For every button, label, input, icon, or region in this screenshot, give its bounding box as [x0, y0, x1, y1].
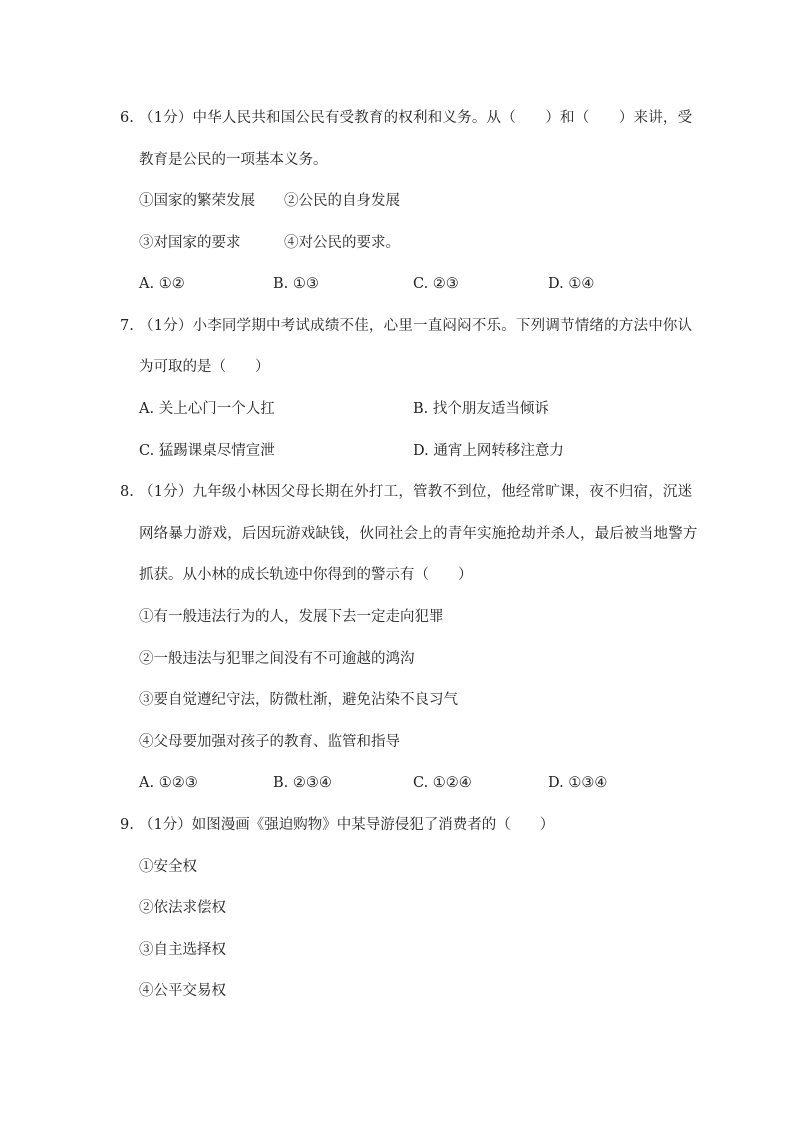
- option-c[interactable]: C. ①②④: [413, 775, 472, 791]
- statement: ②依法求偿权: [139, 900, 226, 916]
- option-c[interactable]: C. 猛踢课桌尽情宣泄: [139, 443, 275, 459]
- option-a[interactable]: A. ①②③: [139, 775, 198, 791]
- option-b[interactable]: B. ①③: [273, 276, 319, 292]
- question-number: 9.: [120, 817, 134, 833]
- statement: ②一般违法与犯罪之间没有不可逾越的鸿沟: [139, 651, 415, 667]
- statement: ①国家的繁荣发展 ②公民的自身发展: [139, 193, 400, 209]
- statement: ④父母要加强对孩子的教育、监管和指导: [139, 734, 400, 750]
- question-number: 8.: [120, 484, 134, 500]
- option-a[interactable]: A. 关上心门一个人扛: [139, 401, 275, 417]
- question-stem-line: 网络暴力游戏，后因玩游戏缺钱，伙同社会上的青年实施抢劫并杀人，最后被当地警方: [139, 526, 698, 542]
- option-d[interactable]: D. 通宵上网转移注意力: [413, 443, 564, 459]
- question-stem-line: 为可取的是（ ）: [139, 359, 270, 375]
- option-b[interactable]: B. ②③④: [273, 775, 332, 791]
- question-stem-line: （1分）如图漫画《强迫购物》中某导游侵犯了消费者的（ ）: [139, 817, 555, 833]
- option-a[interactable]: A. ①②: [139, 276, 185, 292]
- option-d[interactable]: D. ①④: [548, 276, 595, 292]
- question-number: 7.: [120, 318, 134, 334]
- statement: ①有一般违法行为的人，发展下去一定走向犯罪: [139, 609, 444, 625]
- question-stem-line: （1分）小李同学期中考试成绩不佳，心里一直闷闷不乐。下列调节情绪的方法中你认: [139, 318, 693, 334]
- option-c[interactable]: C. ②③: [413, 276, 459, 292]
- statement: ④公平交易权: [139, 983, 226, 999]
- statement: ①安全权: [139, 859, 197, 875]
- statement: ③要自觉遵纪守法，防微杜渐，避免沾染不良习气: [139, 692, 458, 708]
- statement: ③对国家的要求 ④对公民的要求。: [139, 235, 400, 251]
- option-d[interactable]: D. ①③④: [548, 775, 608, 791]
- question-stem-line: （1分）中华人民共和国公民有受教育的权利和义务。从（ ）和（ ）来讲，受: [139, 110, 693, 126]
- question-stem-line: 抓获。从小林的成长轨迹中你得到的警示有（ ）: [139, 567, 473, 583]
- statement: ③自主选择权: [139, 942, 226, 958]
- question-stem-line: （1分）九年级小林因父母长期在外打工，管教不到位，他经常旷课，夜不归宿，沉迷: [139, 484, 693, 500]
- question-number: 6.: [120, 110, 134, 126]
- question-stem-line: 教育是公民的一项基本义务。: [139, 152, 328, 168]
- option-b[interactable]: B. 找个朋友适当倾诉: [413, 401, 549, 417]
